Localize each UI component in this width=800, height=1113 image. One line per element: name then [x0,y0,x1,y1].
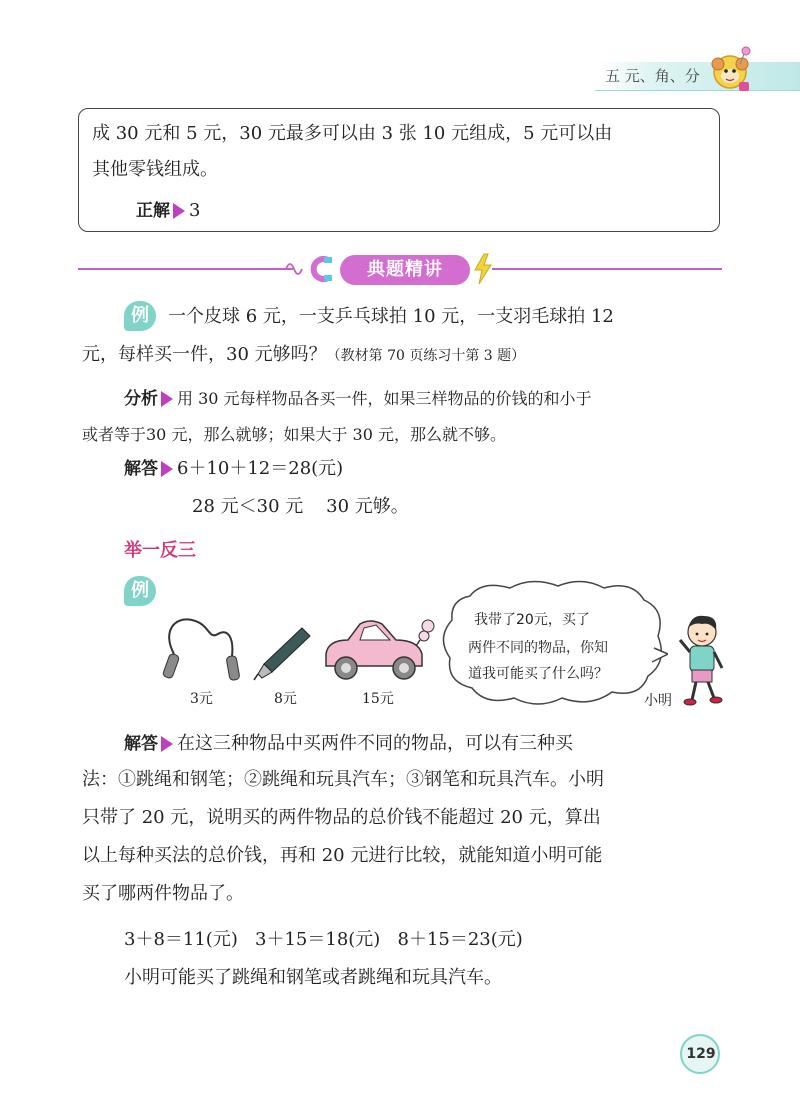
practice-answer-line-3: 只带了 20 元，说明买的两件物品的总价钱不能超过 20 元，算出 [82,807,601,828]
section-banner-title: 典题精讲 [340,255,470,285]
practice-example-badge: 例 [124,576,156,606]
arrow-icon [161,461,173,477]
chapter-title: 五 元、角、分 [605,67,700,85]
header-divider [595,90,800,91]
example-question-text: 元，每样买一件，30 元够吗？ [82,344,327,365]
bubble-line-2: 两件不同的物品，你知 [468,640,608,656]
item-price-jump-rope: 3元 [190,691,213,707]
monkey-mascot-icon [706,44,754,94]
arrow-icon [173,203,185,219]
bubble-line-1: 我带了20元，买了 [474,612,590,628]
analysis-text-line-2: 或者等于30 元，那么就够；如果大于 30 元，那么就不够。 [82,425,506,444]
calculation-line: 3＋8＝11(元) 3＋15＝18(元) 8＋15＝23(元) [124,929,523,950]
example-badge: 例 [124,301,156,331]
example-question-line-1: 一个皮球 6 元，一支乒乓球拍 10 元，一支羽毛球拍 12 [168,306,614,327]
item-price-pen: 8元 [274,691,297,707]
bubble-line-3: 道我可能买了什么吗？ [468,666,608,682]
answer-text-line-1: 成 30 元和 5 元，30 元最多可以由 3 张 10 元组成，5 元可以由 [92,123,613,144]
solution-row [124,456,343,482]
practice-answer-line-5: 买了哪两件物品了。 [82,883,244,904]
correct-answer-row [136,198,200,224]
correct-answer-value: 3 [189,200,201,221]
lightning-icon [472,253,494,285]
jump-rope-icon [152,612,244,682]
boy-xiaoming-icon [674,612,730,710]
practice-heading: 举一反三 [124,540,196,561]
analysis-text-line-1: 用 30 元每样物品各买一件，如果三样物品的价钱的和小于 [177,389,592,408]
banner-line-right [492,268,722,270]
correct-answer-label: 正解 [136,201,170,221]
page-number: 129 [686,1046,716,1062]
analysis-row [124,386,592,412]
practice-answer-label: 解答 [124,734,158,754]
speaker-name: 小明 [644,693,672,709]
conclusion-line: 小明可能买了跳绳和钢笔或者跳绳和玩具汽车。 [124,967,502,988]
item-price-toy-car: 15元 [362,691,394,707]
example-question-source: （教材第 70 页练习十第 3 题） [326,348,526,364]
arrow-icon [161,736,173,752]
toy-car-icon [320,610,438,684]
magnet-decoration-icon [284,254,340,284]
banner-line-left [78,268,293,270]
practice-answer-line-1: 在这三种物品中买两件不同的物品，可以有三种买 [177,733,573,754]
example-question-line-2 [82,343,525,367]
practice-answer-line-2: 法：①跳绳和钢笔；②跳绳和玩具汽车；③钢笔和玩具汽车。小明 [82,769,604,790]
solution-label: 解答 [124,459,158,479]
arrow-icon [161,391,173,407]
answer-text-line-2: 其他零钱组成。 [92,159,218,180]
practice-answer-line-4: 以上每种买法的总价钱，再和 20 元进行比较，就能知道小明可能 [82,845,603,866]
analysis-label: 分析 [124,389,158,409]
pen-icon [252,626,312,682]
practice-answer-row [124,731,573,757]
solution-line-2: 28 元＜30 元 30 元够。 [192,496,409,517]
solution-line-1: 6＋10＋12＝28(元) [177,458,344,479]
